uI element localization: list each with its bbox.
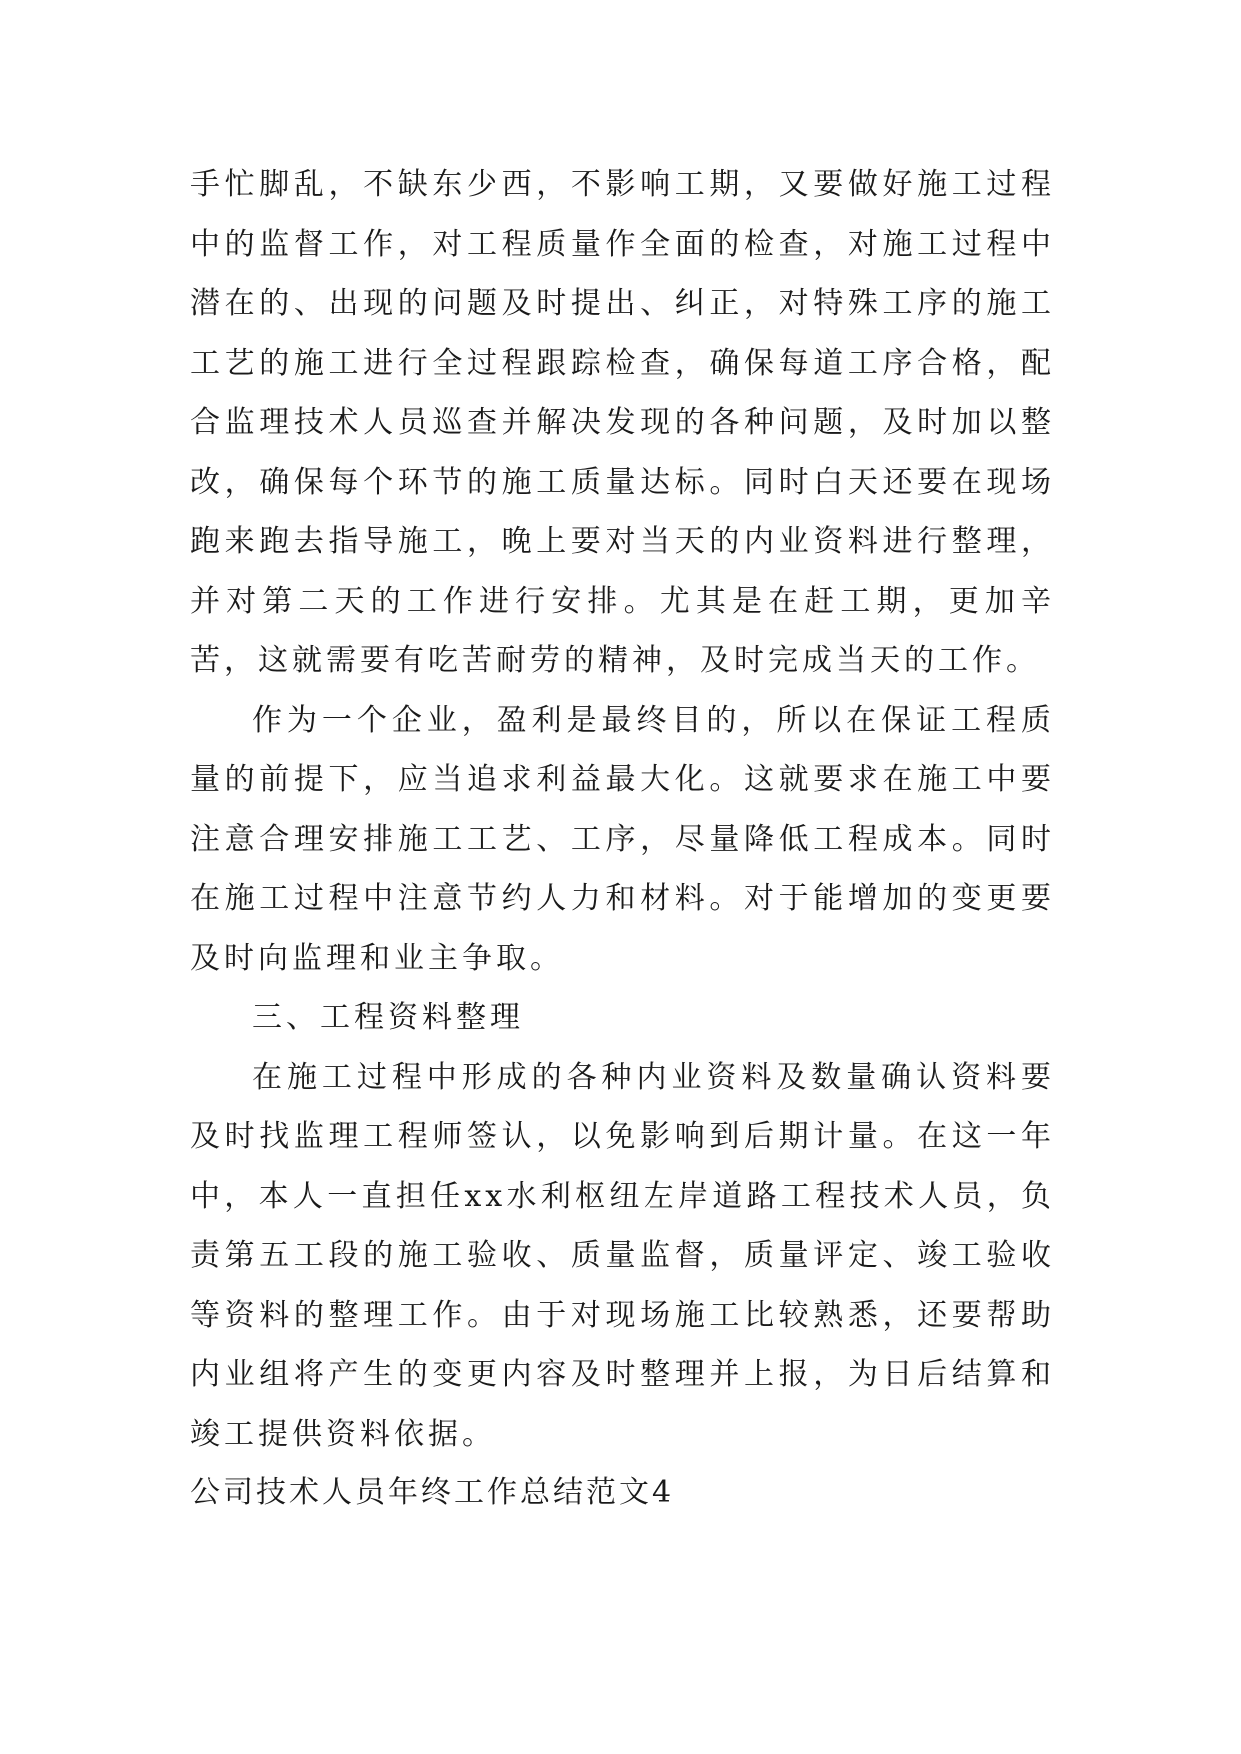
section-heading: 三、工程资料整理 <box>252 1000 524 1035</box>
next-article-title: 公司技术人员年终工作总结范文4 <box>190 1475 675 1510</box>
paragraph-documentation: 在施工过程中形成的各种内业资料及数量确认资料要及时找监理工程师签认，以免影响到后期计量。在这一年中，本人一直担任xx水利枢纽左岸道路工程技术人员，负责第五工段的施工验收、质量监督，质量评定、竣工验收等资料的整理工作。由于对现场施工比较熟悉，还要帮助内业组将产生的变更内容及时整理并上报，为日后结算和竣工提供资料依据。 <box>190 1059 1055 1452</box>
paragraph-continuation: 手忙脚乱，不缺东少西，不影响工期，又要做好施工过程中的监督工作，对工程质量作全面的检查，对施工过程中潜在的、出现的问题及时提出、纠正，对特殊工序的施工工艺的施工进行全过程跟踪检查，确保每道工序合格，配合监理技术人员巡查并解决发现的各种问题，及时加以整改，确保每个环节的施工质量达标。同时白天还要在现场跑来跑去指导施工，晚上要对当天的内业资料进行整理，并对第二天的工作进行安排。尤其是在赶工期，更加辛苦，这就需要有吃苦耐劳的精神，及时完成当天的工作。 <box>190 167 1055 678</box>
paragraph-profit: 作为一个企业，盈利是最终目的，所以在保证工程质量的前提下，应当追求利益最大化。这就要求在施工中要注意合理安排施工工艺、工序，尽量降低工程成本。同时在施工过程中注意节约人力和材料。对于能增加的变更要及时向监理和业主争取。 <box>190 702 1055 976</box>
document-body <box>190 155 1055 1464</box>
